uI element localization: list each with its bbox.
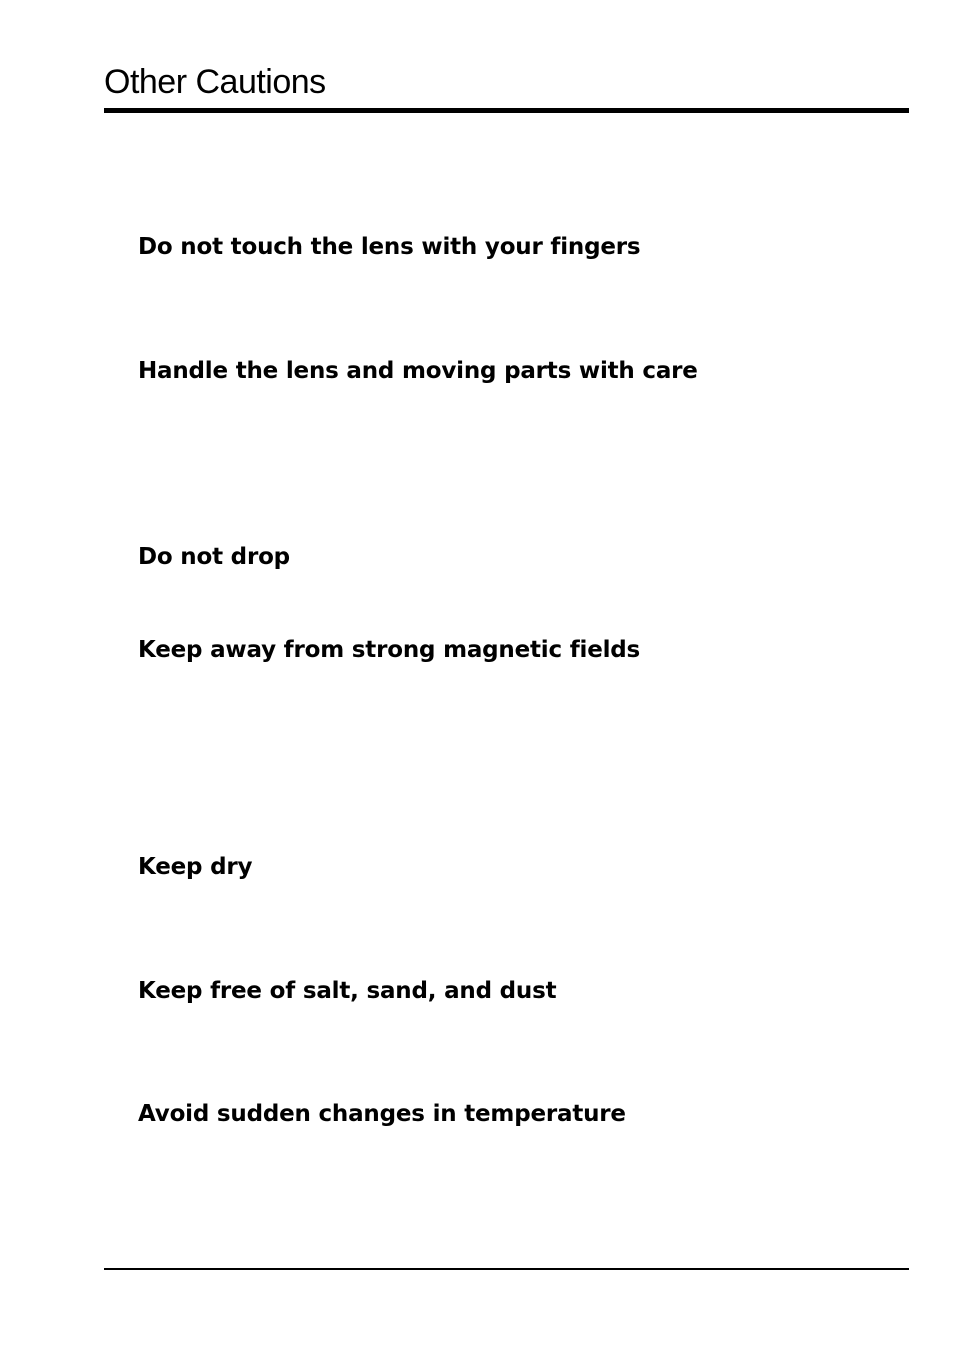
caution-heading-salt-sand-dust: Keep free of salt, sand, and dust — [138, 978, 557, 1004]
caution-heading-magnetic-fields: Keep away from strong magnetic fields — [138, 637, 641, 663]
title-divider — [104, 108, 909, 113]
caution-heading-lens-fingers: Do not touch the lens with your fingers — [138, 234, 641, 260]
page-title: Other Cautions — [104, 63, 326, 101]
footer-divider — [104, 1268, 909, 1270]
caution-heading-temperature: Avoid sudden changes in temperature — [138, 1101, 626, 1127]
caution-heading-do-not-drop: Do not drop — [138, 544, 290, 570]
caution-heading-keep-dry: Keep dry — [138, 854, 253, 880]
caution-heading-moving-parts: Handle the lens and moving parts with care — [138, 358, 698, 384]
